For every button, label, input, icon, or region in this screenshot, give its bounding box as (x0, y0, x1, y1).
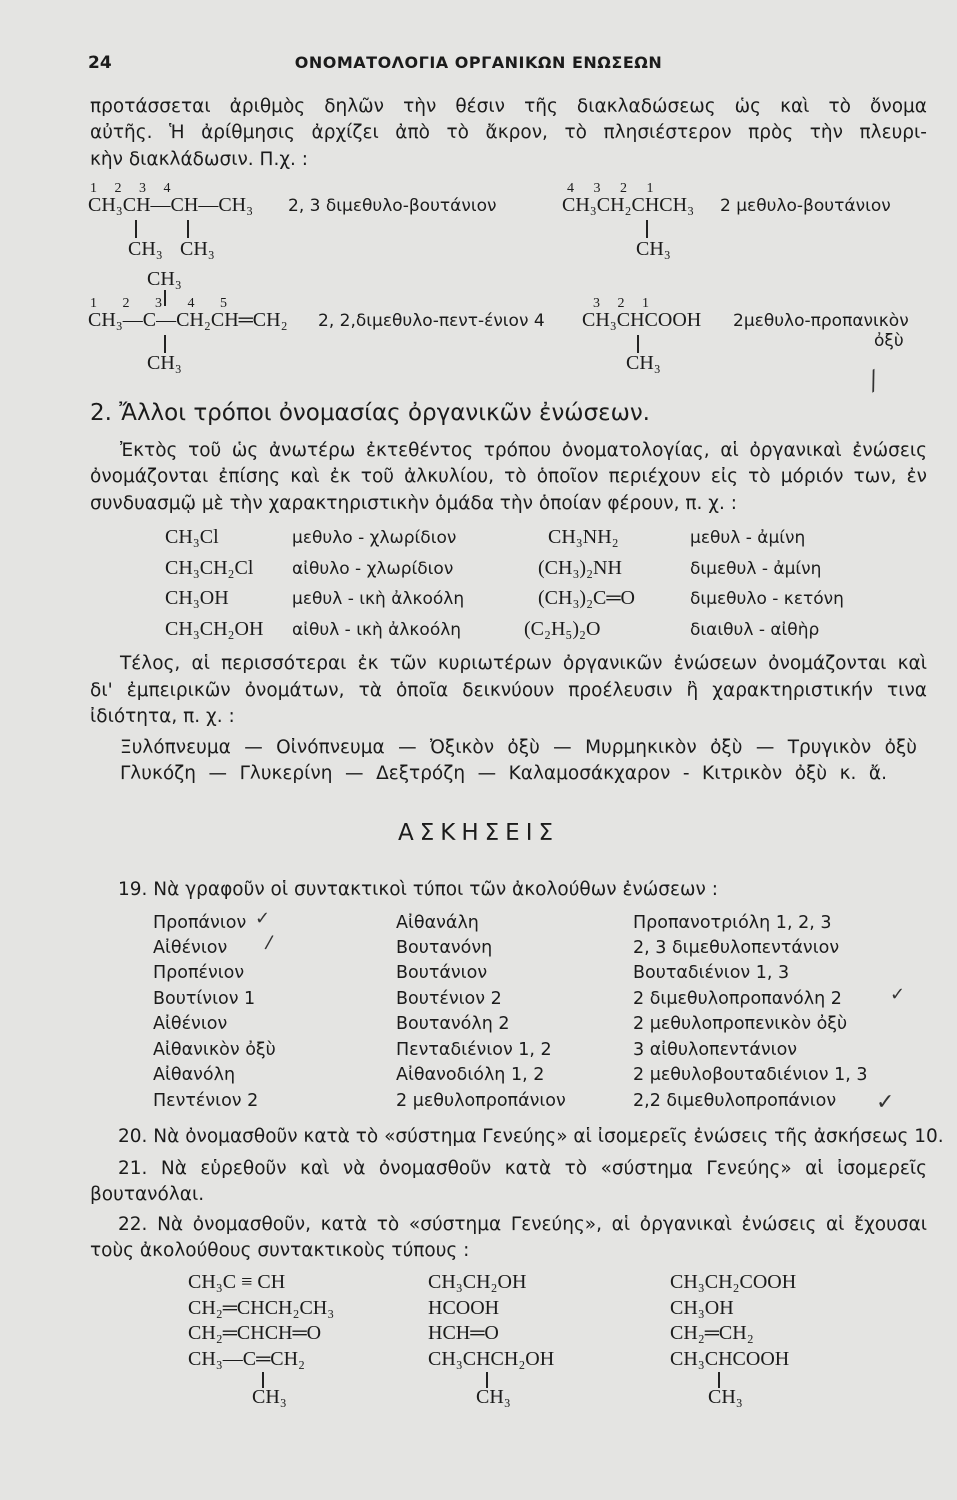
formula: CH₂═CHCH₂CH₃ (188, 1297, 335, 1319)
example-name: διμεθυλ - ἀμίνη (690, 559, 822, 579)
example-formula: CH₃CH₂Cl (165, 557, 254, 579)
page-number: 24 (88, 53, 112, 73)
section-2-line-1: Ἐκτὸς τοῦ ὡς ἀνωτέρω ἐκτεθέντος τρόπου ὀνοματολογίας, αἱ ὀργανικαὶ ἐνώσεις (120, 440, 927, 461)
list-item: Προπάνιον (153, 913, 247, 933)
formula: CH₂═CHCH═O (188, 1322, 322, 1344)
example-formula: CH₃OH (165, 587, 229, 609)
formula: HCH═O (428, 1322, 499, 1344)
example-name: αἰθυλ - ικὴ ἀλκοόλη (292, 620, 462, 640)
s2-branch: CH₃ (636, 238, 671, 260)
pencil-check-mark: ✓ (890, 984, 906, 1005)
list-item: Προπανοτριόλη 1, 2, 3 (633, 913, 832, 933)
s4-atom-numbers: 3 2 1 (593, 296, 649, 311)
list-item: Βουτάνιον (396, 963, 488, 983)
s1-branch-2: CH₃ (180, 238, 215, 260)
s3-bottom-branch: CH₃ (147, 352, 182, 374)
example-formula: CH₃Cl (165, 526, 219, 548)
example-formula: (CH₃)₂NH (538, 557, 622, 579)
list-item: 2 μεθυλοπροπενικὸν ὀξὺ (633, 1014, 848, 1034)
list-item: 2, 3 διμεθυλοπεντάνιον (633, 938, 840, 958)
pencil-slash-mark: / (263, 931, 275, 954)
s4-name: 2μεθυλο-προπανικὸν (733, 311, 909, 331)
example-name: μεθυλ - ικὴ ἀλκοόλη (292, 589, 465, 609)
s1-name: 2, 3 διμεθυλο-βουτάνιον (288, 196, 497, 216)
formula: CH₃CHCH₂OH (428, 1348, 555, 1370)
list-item: Αἰθένιον (153, 1014, 228, 1034)
pencil-scribble-mark: ⁄ (864, 367, 884, 397)
list-item: Προπένιον (153, 963, 245, 983)
s3-top-branch: CH₃ (147, 268, 182, 290)
s2-bond (646, 220, 648, 238)
list-item: Αἰθανικὸν ὀξὺ (153, 1040, 276, 1060)
trivial-names-line-2: Γλυκόζη — Γλυκερίνη — Δεξτρόζη — Καλαμοσάκχαρον - Κιτρικὸν ὀξὺ κ. ἄ. (120, 763, 887, 784)
formula: CH₃CH₂COOH (670, 1271, 797, 1293)
intro-line-1: προτάσσεται ἀριθμὸς δηλῶν τὴν θέσιν τῆς διακλαδώσεως ὡς καὶ τὸ ὄνομα (90, 96, 927, 117)
intro-line-2: αὐτῆς. Ἡ ἀρίθμησις ἀρχίζει ἀπὸ τὸ ἄκρον, τὸ πλησιέστερον πρὸς τὴν πλευρι- (90, 122, 927, 143)
s1-bond-2 (187, 220, 189, 238)
exercise-21-line-1: 21. Νὰ εὑρεθοῦν καὶ νὰ ὀνομασθοῦν κατὰ τὸ «σύστημα Γενεύης» αἱ ἰσομερεῖς (118, 1158, 927, 1179)
list-item: 2,2 διμεθυλοπροπάνιον (633, 1091, 837, 1111)
intro-line-3: κὴν διακλάδωσιν. Π.χ. : (90, 149, 309, 170)
formula: CH₃OH (670, 1297, 734, 1319)
s2-formula: CH₃CH₂CHCH₃ (562, 194, 695, 216)
formula-branch: CH₃ (708, 1386, 743, 1408)
list-item: 2 μεθυλοβουταδιένιον 1, 3 (633, 1065, 868, 1085)
formula: CH₃C ≡ CH (188, 1271, 286, 1293)
list-item: Αἰθανοδιόλη 1, 2 (396, 1065, 545, 1085)
outro-line-2: δι' ἐμπειρικῶν ὀνομάτων, τὰ ὁποῖα δεικνύουν προέλευσιν ἢ χαρακτηριστικήν τινα (90, 680, 927, 701)
s3-name: 2, 2,διμεθυλο-πεντ-ένιον 4 (318, 311, 545, 331)
s1-atom-numbers: 1 2 3 4 (90, 181, 171, 196)
example-name: μεθυλ - ἀμίνη (690, 528, 806, 548)
exercise-19: 19. Νὰ γραφοῦν οἱ συντακτικοὶ τύποι τῶν ἀκολούθων ἐνώσεων : (118, 879, 718, 900)
s3-formula: CH₃—C—CH₂CH═CH₂ (88, 309, 288, 331)
s4-formula: CH₃CHCOOH (582, 309, 702, 331)
formula-branch: CH₃ (252, 1386, 287, 1408)
exercise-22-line-2: τοὺς ἀκολούθους συντακτικοὺς τύπους : (90, 1240, 470, 1261)
pencil-check-mark: ✓ (255, 908, 271, 929)
list-item: Βουταδιένιον 1, 3 (633, 963, 790, 983)
list-item: 3 αἰθυλοπεντάνιον (633, 1040, 798, 1060)
formula: CH₂═CH₂ (670, 1322, 754, 1344)
example-name: διμεθυλο - κετόνη (690, 589, 844, 609)
pencil-check-mark: ✓ (876, 1090, 895, 1115)
s4-name-2: ὀξὺ (874, 331, 904, 351)
list-item: Βουτανόλη 2 (396, 1014, 510, 1034)
exercise-20: 20. Νὰ ὀνομασθοῦν κατὰ τὸ «σύστημα Γενεύης» αἱ ἰσομερεῖς ἐνώσεις τῆς ἀσκήσεως 10. (118, 1126, 944, 1147)
formula: CH₃CH₂OH (428, 1271, 527, 1293)
list-item: Αἰθανάλη (396, 913, 479, 933)
formula: CH₃—C═CH₂ (188, 1348, 306, 1370)
trivial-names-line-1: Ξυλόπνευμα — Οἰνόπνευμα — Ὀξικὸν ὀξὺ — Μυρμηκικὸν ὀξὺ — Τρυγικὸν ὀξὺ (120, 737, 917, 758)
list-item: Βουτανόνη (396, 938, 493, 958)
s2-name: 2 μεθυλο-βουτάνιον (720, 196, 891, 216)
example-formula: (C₂H₅)₂O (524, 618, 601, 640)
s4-bond (637, 335, 639, 353)
s1-formula: CH₃CH—CH—CH₃ (88, 194, 254, 216)
example-formula: CH₃CH₂OH (165, 618, 264, 640)
example-name: μεθυλο - χλωρίδιον (292, 528, 457, 548)
example-formula: CH₃NH₂ (548, 526, 619, 548)
list-item: 2 διμεθυλοπροπανόλη 2 (633, 989, 842, 1009)
formula-branch: CH₃ (476, 1386, 511, 1408)
list-item: Πεντένιον 2 (153, 1091, 259, 1111)
section-2-line-3: συνδυασμῷ μὲ τὴν χαρακτηριστικὴν ὁμάδα τὴν ὁποίαν φέρουν, π. χ. : (90, 493, 737, 514)
section-2-heading: 2. Ἄλλοι τρόποι ὀνομασίας ὀργανικῶν ἐνώσεων. (90, 400, 650, 426)
list-item: 2 μεθυλοπροπάνιον (396, 1091, 566, 1111)
exercises-heading: ΑΣΚΗΣΕΙΣ (397, 820, 560, 846)
outro-line-3: ἰδιότητα, π. χ. : (90, 706, 235, 727)
section-2-line-2: ὀνομάζονται ἐπίσης καὶ ἐκ τοῦ ἀλκυλίου, τὸ ὁποῖον περιέχουν εἰς τὸ μόριόν των, ἐν (90, 466, 927, 487)
s1-branch-1: CH₃ (128, 238, 163, 260)
list-item: Αἰθανόλη (153, 1065, 236, 1085)
list-item: Βουτένιον 2 (396, 989, 502, 1009)
formula: HCOOH (428, 1297, 500, 1319)
formula: CH₃CHCOOH (670, 1348, 790, 1370)
exercise-22-line-1: 22. Νὰ ὀνομασθοῦν, κατὰ τὸ «σύστημα Γενεύης», αἱ ὀργανικαὶ ἐνώσεις αἱ ἔχουσαι (118, 1214, 927, 1235)
example-name: διαιθυλ - αἰθὴρ (690, 620, 820, 640)
example-name: αἰθυλο - χλωρίδιον (292, 559, 454, 579)
s2-atom-numbers: 4 3 2 1 (567, 181, 654, 196)
example-formula: (CH₃)₂C═O (538, 587, 636, 609)
running-title: ΟΝΟΜΑΤΟΛΟΓΙΑ ΟΡΓΑΝΙΚΩΝ ΕΝΩΣΕΩΝ (294, 53, 663, 72)
list-item: Βουτίνιον 1 (153, 989, 256, 1009)
s4-branch: CH₃ (626, 352, 661, 374)
outro-line-1: Τέλος, αἱ περισσότεραι ἐκ τῶν κυριωτέρων ὀργανικῶν ἐνώσεων ὀνομάζονται καὶ (120, 653, 927, 674)
list-item: Αἰθένιον (153, 938, 228, 958)
exercise-21-line-2: βουτανόλαι. (90, 1184, 205, 1205)
list-item: Πενταδιένιον 1, 2 (396, 1040, 552, 1060)
s3-bond-bottom (164, 335, 166, 353)
s1-bond-1 (135, 220, 137, 238)
s3-atom-numbers: 1 2 3 4 5 (90, 296, 227, 311)
